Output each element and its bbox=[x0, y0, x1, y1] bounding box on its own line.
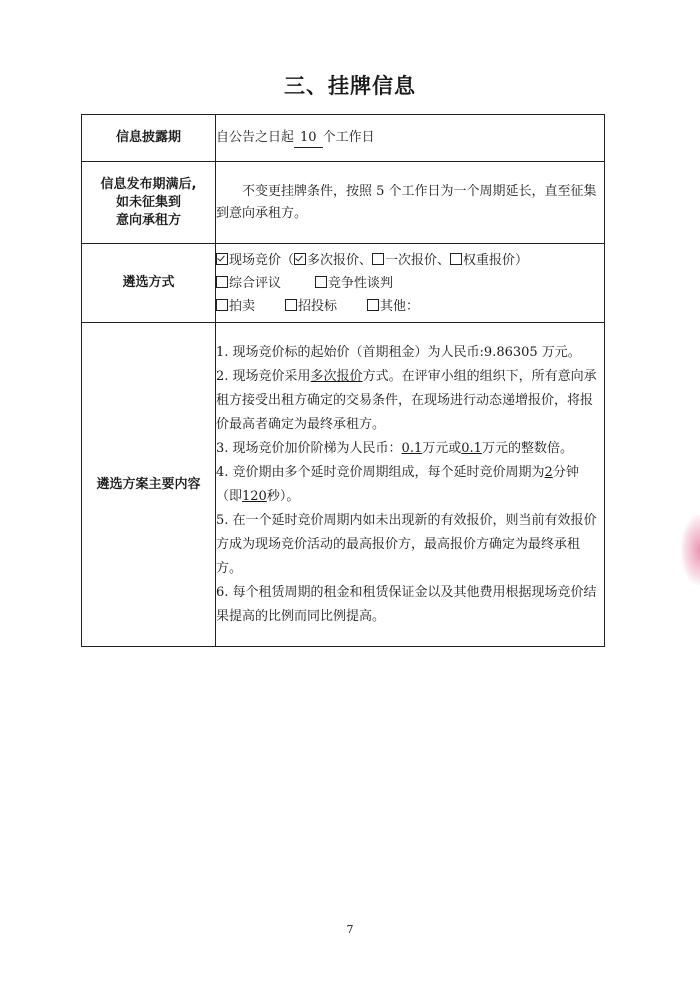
options-line-2 bbox=[216, 272, 604, 295]
plan-item-1: 1. 现场竞价标的起始价（首期租金）为人民币:9.86305 万元。 bbox=[216, 344, 581, 360]
plan-item-5: 5. 在一个延时竞价周期内如未出现新的有效报价，则当前有效报价方成为现场竞价活动的最高报价方，最高报价方确定为最终承租方。 bbox=[216, 512, 597, 576]
plan-item-2 bbox=[216, 365, 604, 437]
underlined-value: 0.1 bbox=[461, 440, 482, 456]
text: 万元的整数倍。 bbox=[481, 440, 573, 456]
plan-item-3 bbox=[216, 437, 604, 461]
option-label: 拍卖 bbox=[229, 298, 256, 314]
listing-info-table bbox=[81, 114, 605, 647]
value-selection-method bbox=[216, 244, 605, 323]
disclosure-prefix: 自公告之日起 bbox=[216, 130, 295, 145]
row-disclosure-period bbox=[82, 115, 605, 162]
checkbox-icon[interactable] bbox=[216, 299, 228, 311]
option-label: 多次报价、 bbox=[307, 252, 373, 268]
label-plan-content: 遴选方案主要内容 bbox=[82, 323, 216, 647]
plan-item-6: 6. 每个租赁周期的租金和租赁保证金以及其他费用根据现场竞价结果提高的比例而同比例提高。 bbox=[216, 584, 597, 624]
option-label: 权重报价） bbox=[463, 252, 529, 268]
label-line: 意向承租方 bbox=[115, 212, 181, 228]
label-selection-method: 遴选方式 bbox=[82, 244, 216, 323]
page-title: 三、挂牌信息 bbox=[284, 74, 416, 98]
underlined-value: 多次报价 bbox=[310, 368, 363, 384]
checkbox-icon[interactable] bbox=[285, 299, 297, 311]
checkbox-icon[interactable] bbox=[450, 253, 462, 265]
text: 分钟（即 bbox=[216, 464, 579, 504]
underlined-value: 0.1 bbox=[401, 440, 423, 456]
underlined-value: 2 bbox=[544, 464, 553, 480]
page-number: 7 bbox=[346, 923, 354, 936]
option-label: 综合评议 bbox=[229, 275, 282, 291]
text: 方式。在评审小组的组织下，所有意向承租方接受出租方确定的交易条件，在现场进行动态递增报价，将报价最高者确定为最终承租方。 bbox=[216, 368, 597, 432]
checkbox-icon[interactable] bbox=[216, 276, 228, 288]
text: 2. 现场竞价采用 bbox=[216, 368, 311, 384]
text: 3. 现场竞价加价阶梯为人民币： bbox=[216, 440, 402, 456]
plan-item-4 bbox=[216, 461, 604, 509]
text: 万元或 bbox=[422, 440, 462, 456]
label-no-tenant bbox=[82, 162, 216, 244]
label-line: 如未征集到 bbox=[115, 194, 181, 210]
disclosure-suffix: 个工作日 bbox=[322, 130, 375, 145]
checkbox-checked-icon[interactable] bbox=[294, 253, 306, 265]
options-line-1 bbox=[216, 249, 604, 272]
option-label: 招投标 bbox=[298, 298, 338, 314]
label-disclosure-period: 信息披露期 bbox=[82, 115, 216, 162]
checkbox-icon[interactable] bbox=[367, 299, 379, 311]
underlined-value: 120 bbox=[242, 488, 267, 504]
text: 秒）。 bbox=[266, 488, 300, 504]
checkbox-icon[interactable] bbox=[315, 276, 327, 288]
option-label: 一次报价、 bbox=[385, 252, 451, 268]
option-label: 其他： bbox=[380, 298, 420, 314]
value-disclosure-period bbox=[216, 115, 605, 162]
checkbox-checked-icon[interactable] bbox=[216, 253, 228, 265]
value-plan-content bbox=[216, 323, 605, 647]
disclosure-days: 10 bbox=[294, 129, 323, 148]
text: 4. 竞价期由多个延时竞价周期组成，每个延时竞价周期为 bbox=[216, 464, 545, 480]
value-no-tenant: 不变更挂牌条件，按照 5 个工作日为一个周期延长，直至征集到意向承租方。 bbox=[216, 162, 605, 244]
row-no-tenant bbox=[82, 162, 605, 244]
option-label: 竞争性谈判 bbox=[328, 275, 394, 291]
label-line: 信息发布期满后, bbox=[100, 176, 197, 192]
row-plan-content bbox=[82, 323, 605, 647]
checkbox-icon[interactable] bbox=[372, 253, 384, 265]
seal-stamp-fragment bbox=[681, 515, 700, 585]
option-label: 现场竞价（ bbox=[229, 252, 295, 268]
options-line-3 bbox=[216, 295, 604, 318]
row-selection-method bbox=[82, 244, 605, 323]
